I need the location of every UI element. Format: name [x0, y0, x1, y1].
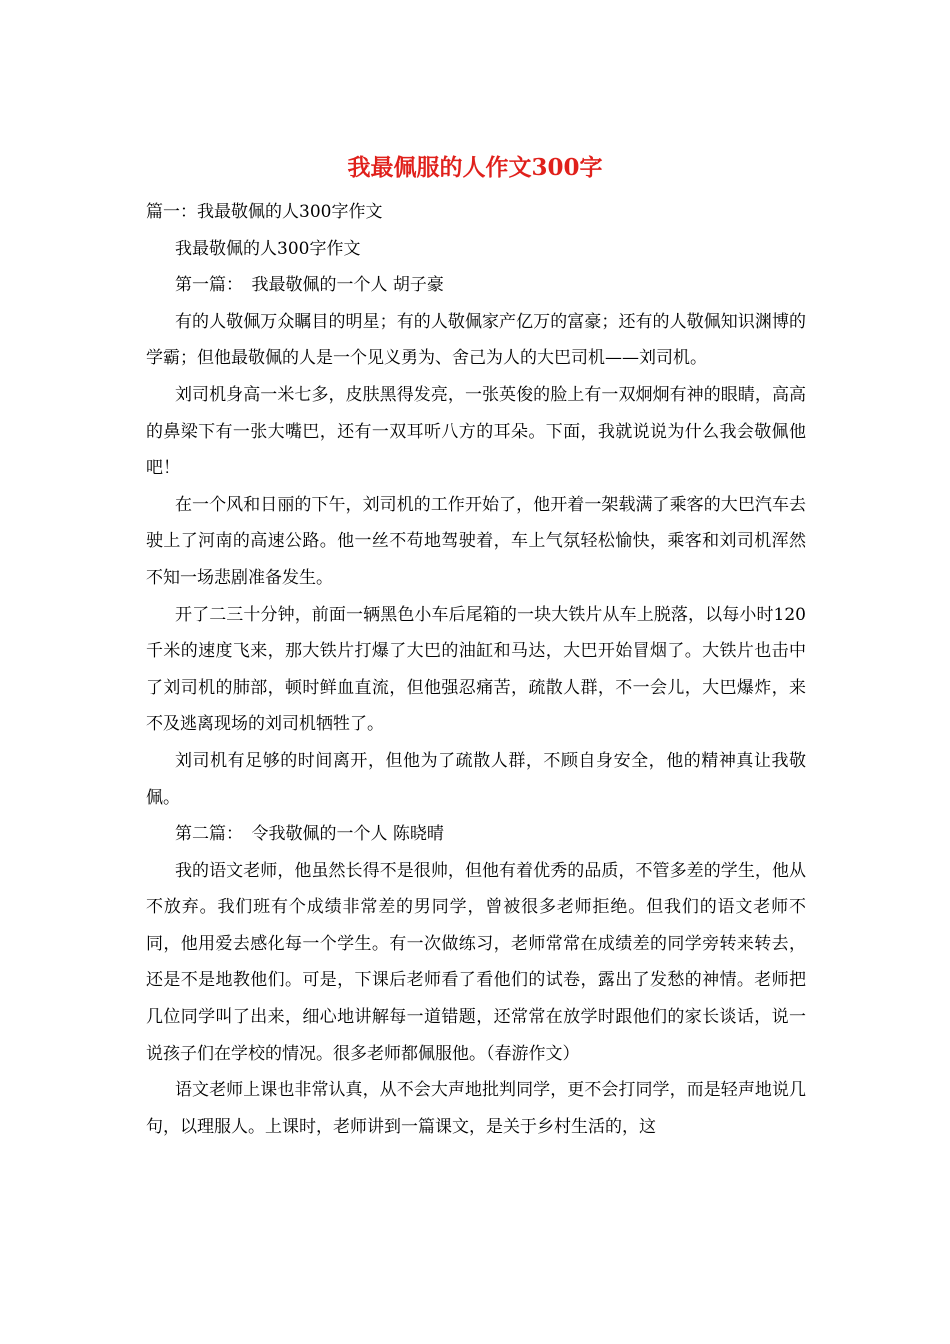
document-body	[146, 194, 806, 1145]
paragraph: 在一个风和日丽的下午，刘司机的工作开始了，他开着一架载满了乘客的大巴汽车去驶上了河南的高速公路。他一丝不苟地驾驶着，车上气氛轻松愉快，乘客和刘司机浑然不知一场悲剧准备发生。	[146, 494, 806, 588]
paragraph: 刘司机身高一米七多，皮肤黑得发亮，一张英俊的脸上有一双炯炯有神的眼睛，高高的鼻梁下有一张大嘴巴，还有一双耳听八方的耳朵。下面，我就说说为什么我会敬佩他吧！	[146, 384, 806, 479]
chapter-heading: 第二篇： 令我敬佩的一个人 陈晓晴	[175, 824, 444, 845]
paragraph: 有的人敬佩万众瞩目的明星；有的人敬佩家产亿万的富豪；还有的人敬佩知识渊博的学霸；但他最敬佩的人是一个见义勇为、舍己为人的大巴司机——刘司机。	[146, 311, 806, 369]
paragraph: 开了二三十分钟，前面一辆黑色小车后尾箱的一块大铁片从车上脱落，以每小时120千米的速度飞来，那大铁片打爆了大巴的油缸和马达，大巴开始冒烟了。大铁片也击中了刘司机的肺部，顿时鲜血直流，但他强忍痛苦，疏散人群，不一会儿，大巴爆炸，来不及逃离现场的刘司机牺牲了。	[146, 604, 806, 735]
paragraph: 我的语文老师，他虽然长得不是很帅，但他有着优秀的品质，不管多差的学生，他从不放弃。我们班有个成绩非常差的男同学，曾被很多老师拒绝。但我们的语文老师不同，他用爱去感化每一个学生。有一次做练习，老师常常在成绩差的同学旁转来转去，还是不是地教他们。可是，下课后老师看了看他们的试卷，露出了发愁的神情。老师把几位同学叫了出来，细心地讲解每一道错题，还常常在放学时跟他们的家长谈话，说一说孩子们在学校的情况。很多老师都佩服他。（春游作文）	[146, 860, 806, 1064]
document-title: 我最佩服的人作文300字	[347, 154, 603, 181]
chapter-heading: 第一篇： 我最敬佩的一个人 胡子豪	[175, 275, 444, 296]
paragraph: 我最敬佩的人300字作文	[175, 238, 361, 259]
section-heading: 篇一：我最敬佩的人300字作文	[146, 202, 383, 222]
paragraph: 刘司机有足够的时间离开，但他为了疏散人群，不顾自身安全，他的精神真让我敬佩。	[146, 750, 806, 808]
paragraph: 语文老师上课也非常认真，从不会大声地批判同学，更不会打同学，而是轻声地说几句，以理服人。上课时，老师讲到一篇课文，是关于乡村生活的，这	[146, 1080, 806, 1137]
